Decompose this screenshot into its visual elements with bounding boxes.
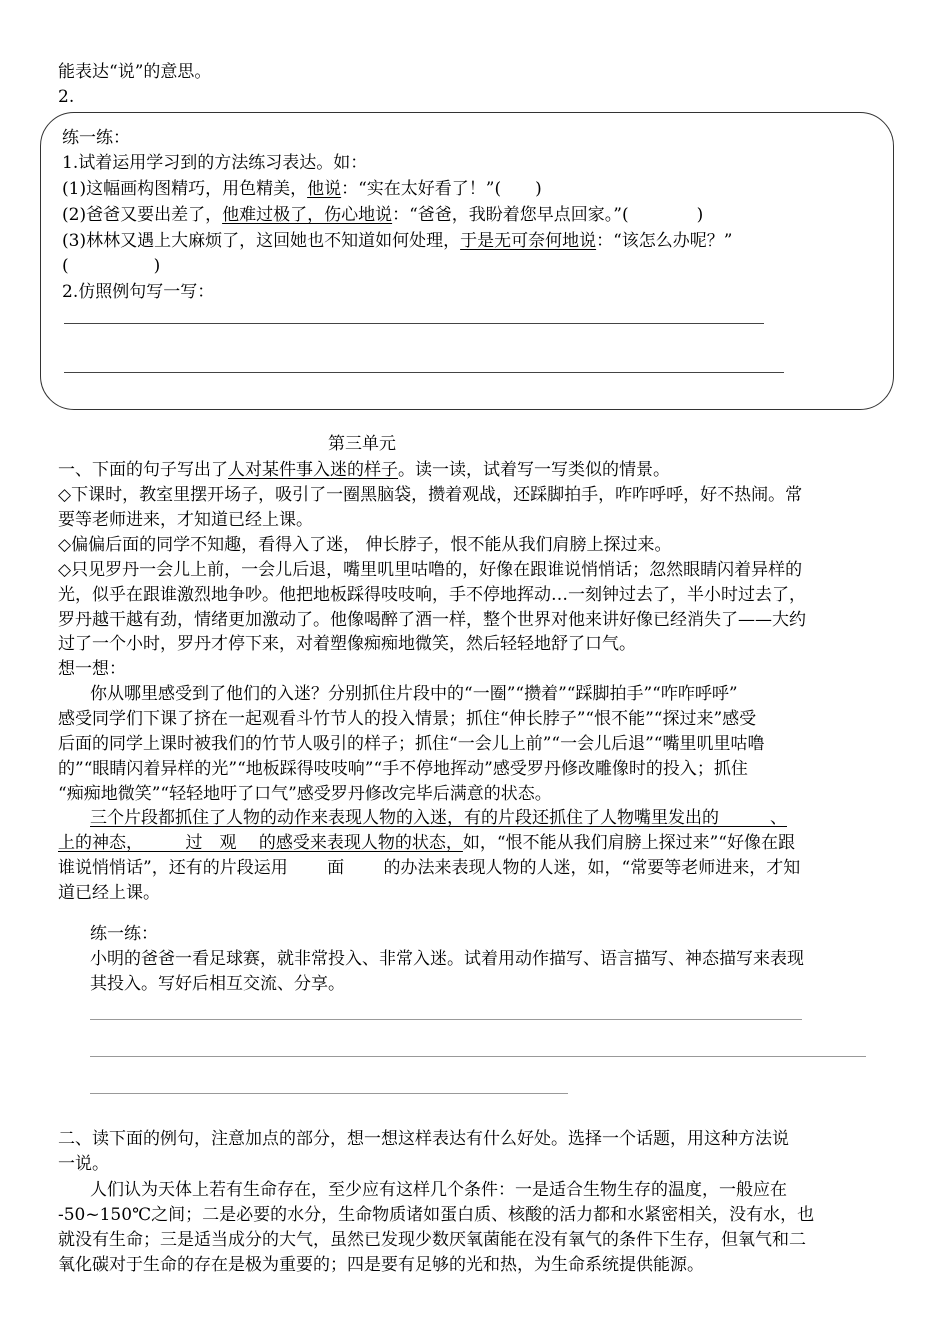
unit-title: 第三单元 bbox=[328, 434, 396, 454]
write-line[interactable] bbox=[64, 372, 784, 373]
text: (1)这幅画构图精巧，用色精美， bbox=[62, 179, 308, 199]
text-line: 要等老师进来，才知道已经上课。 bbox=[58, 510, 313, 530]
question: 2.仿照例句写一写： bbox=[62, 282, 215, 302]
text-line: “痴痴地微笑”“轻轻地吁了口气”感受罗丹修改完毕后满意的状态。 bbox=[58, 784, 552, 804]
subheading: 想一想： bbox=[58, 659, 126, 679]
text-line: 能表达“说”的意思。 bbox=[58, 62, 212, 82]
write-line[interactable] bbox=[90, 1093, 568, 1094]
text-line: 谁说悄悄话”，还有的片段运用 面 的办法来表现人物的人迷，如，“常要等老师进来，才知 bbox=[58, 858, 801, 878]
box-title: 练一练： bbox=[62, 128, 130, 148]
write-line[interactable] bbox=[64, 323, 764, 324]
section-heading: 一说。 bbox=[58, 1154, 109, 1174]
question bbox=[62, 177, 542, 201]
text-line: 道已经上课。 bbox=[58, 883, 160, 903]
text-line: 后面的同学上课时被我们的竹节人吸引的样子；抓住“一会儿上前”“一会儿后退”“嘴里叽里咕噜 bbox=[58, 734, 765, 754]
subheading: 练一练： bbox=[90, 924, 158, 944]
write-line[interactable] bbox=[90, 1056, 866, 1057]
text-line: 就没有生命；三是适当成分的大气，虽然已发现少数厌氧菌能在没有氧气的条件下生存，但氧气和二 bbox=[58, 1230, 806, 1250]
text-line: 2. bbox=[58, 87, 75, 107]
write-line[interactable] bbox=[90, 1019, 802, 1020]
text-line: 你从哪里感受到了他们的入迷？分别抓住片段中的“一圈”“攒着”“踩脚拍手”“咋咋呼呼” bbox=[90, 684, 738, 704]
text-line: 光，似乎在跟谁激烈地争吵。他把地板踩得吱吱响，手不停地挥动…一刻钟过去了，半小时过去了， bbox=[58, 585, 806, 605]
underlined-text: 他难过极了，伤心地说 bbox=[222, 205, 393, 225]
section-heading bbox=[58, 458, 670, 482]
text-line: 其投入。写好后相互交流、分享。 bbox=[90, 974, 345, 994]
text: ：“实在太好看了！”( ) bbox=[341, 179, 542, 199]
question: 1.试着运用学习到的方法练习表达。如： bbox=[62, 153, 368, 173]
text-line: ◇下课时，教室里摆开场子，吸引了一圈黑脑袋，攒着观战，还踩脚拍手，咋咋呼呼，好不热闹。常 bbox=[58, 485, 803, 505]
text: (2)爸爸又要出差了， bbox=[62, 205, 223, 225]
underlined-text: 三个片段都抓住了人物的动作来表现人物的入迷，有的片段还抓住了人物嘴里发出的 、 bbox=[90, 808, 787, 828]
text: 如，“恨不能从我们肩膀上探过来”“好像在跟 bbox=[462, 833, 795, 853]
text-line: 小明的爸爸一看足球赛，就非常投入、非常入迷。试着用动作描写、语言描写、神态描写来表现 bbox=[90, 949, 804, 969]
text: 一、下面的句子写出了 bbox=[58, 460, 228, 480]
text-line: 的”“眼睛闪着异样的光”“地板踩得吱吱响”“手不停地挥动”感受罗丹修改雕像时的投入；抓住 bbox=[58, 759, 748, 779]
answer-blank: ( ) bbox=[62, 256, 161, 276]
text-line: 过了一个小时，罗丹才停下来，对着塑像痴痴地微笑，然后轻轻地舒了口气。 bbox=[58, 634, 636, 654]
text-line bbox=[58, 831, 795, 855]
text-line: 感受同学们下课了挤在一起观看斗竹节人的投入情景；抓住“伸长脖子”“恨不能”“探过来”感受 bbox=[58, 709, 757, 729]
text-line: ◇偏偏后面的同学不知趣，看得入了迷， 伸长脖子，恨不能从我们肩膀上探过来。 bbox=[58, 535, 672, 555]
text: ：“该怎么办呢？” bbox=[596, 231, 733, 251]
question bbox=[62, 229, 732, 253]
underlined-text: 他说 bbox=[307, 179, 342, 199]
underlined-text: 人对某件事入迷的样子 bbox=[228, 460, 398, 480]
underlined-text: 上的神态， 过 观 的感受来表现人物的状态， bbox=[58, 833, 463, 853]
text-line: 人们认为天体上若有生命存在，至少应有这样几个条件：一是适合生物生存的温度，一般应在 bbox=[90, 1180, 787, 1200]
text-line: -50~150℃之间；二是必要的水分，生命物质诸如蛋白质、核酸的活力都和水紧密相关，没有水，也 bbox=[58, 1205, 815, 1225]
text-line: 氧化碳对于生命的存在是极为重要的；四是要有足够的光和热，为生命系统提供能源。 bbox=[58, 1255, 704, 1275]
text-line: ◇只见罗丹一会儿上前，一会儿后退，嘴里叽里咕噜的，好像在跟谁说悄悄话；忽然眼睛闪着异样的 bbox=[58, 560, 803, 580]
question bbox=[62, 203, 703, 227]
text: ：“爸爸，我盼着您早点回家。”( ) bbox=[392, 205, 704, 225]
text: (3)林林又遇上大麻烦了，这回她也不知道如何处理， bbox=[62, 231, 461, 251]
text-line: 罗丹越干越有劲，情绪更加激动了。他像喝醉了酒一样，整个世界对他来讲好像已经消失了——大约 bbox=[58, 610, 806, 630]
section-heading: 二、读下面的例句，注意加点的部分，想一想这样表达有什么好处。选择一个话题，用这种方法说 bbox=[58, 1129, 789, 1149]
underlined-text: 于是无可奈何地说 bbox=[460, 231, 597, 251]
text: 。读一读，试着写一写类似的情景。 bbox=[398, 460, 670, 480]
